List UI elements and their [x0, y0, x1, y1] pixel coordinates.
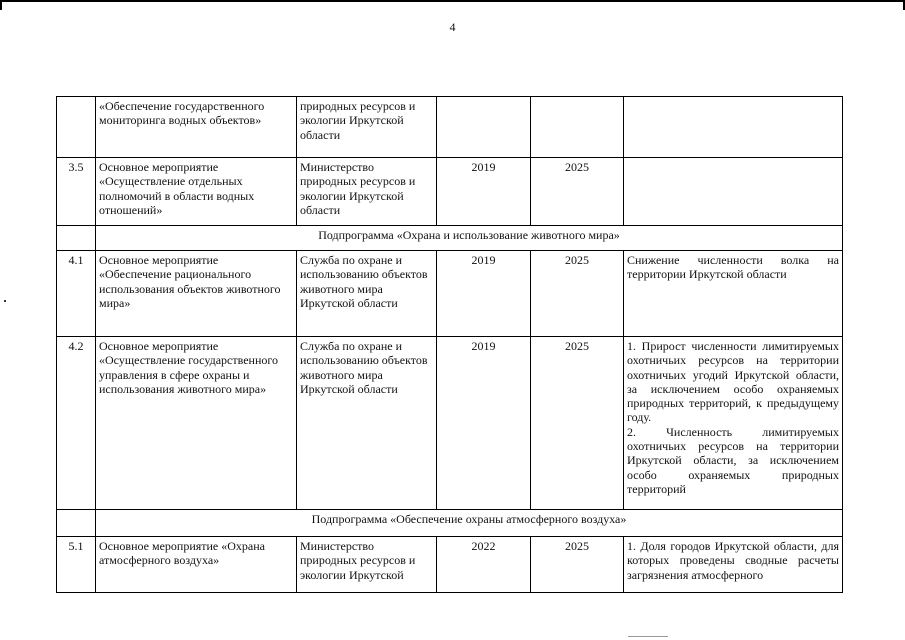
- page-top-border: [0, 0, 905, 2]
- table-row: [57, 537, 843, 593]
- result-item: 1. Прирост численности лимитируемых охотничьих ресурсов на территории охотничьих угодий Иркутской области, за исключением особо охраняемых природных территорий, к предыдущему году.: [627, 339, 839, 425]
- activity-name: Основное мероприятие «Обеспечение рационального использования объектов животного мира»: [96, 251, 297, 337]
- activity-executor: Служба по охране и использованию объектов животного мира Иркутской области: [297, 251, 437, 337]
- page-number: 4: [449, 20, 456, 34]
- expected-result: [624, 251, 843, 337]
- activity-name: Основное мероприятие «Осуществление государственного управления в сфере охраны и использования животного мира»: [96, 337, 297, 510]
- row-number: 4.2: [57, 337, 96, 510]
- activity-name: Основное мероприятие «Охрана атмосферного воздуха»: [96, 537, 297, 593]
- row-number: [57, 97, 96, 158]
- result-item: Снижение численности волка на территории Иркутской области: [627, 253, 839, 282]
- row-number: 4.1: [57, 251, 96, 337]
- page-corner-left: [0, 0, 2, 10]
- end-year: 2025: [531, 251, 624, 337]
- activity-executor: Министерство природных ресурсов и экологии Иркутской области: [297, 158, 437, 226]
- end-year: [531, 97, 624, 158]
- end-year: 2025: [531, 537, 624, 593]
- result-item: 1. Доля городов Иркутской области, для которых проведены сводные расчеты загрязнения атмосферного: [627, 539, 839, 582]
- end-year: 2025: [531, 337, 624, 510]
- start-year: 2019: [437, 158, 531, 226]
- scan-artifact: [628, 636, 668, 637]
- program-activities-table: [56, 96, 843, 593]
- activity-executor: природных ресурсов и экологии Иркутской области: [297, 97, 437, 158]
- row-number: 3.5: [57, 158, 96, 226]
- activity-name: Основное мероприятие «Осуществление отдельных полномочий в области водных отношений»: [96, 158, 297, 226]
- result-item: 2. Численность лимитируемых охотничьих ресурсов на территории Иркутской области, за исключением особо охраняемых природных территорий: [627, 424, 839, 496]
- start-year: 2019: [437, 251, 531, 337]
- subprogram-row: [57, 226, 843, 251]
- expected-result: [624, 337, 843, 510]
- activity-executor: Министерство природных ресурсов и экологии Иркутской: [297, 537, 437, 593]
- start-year: 2019: [437, 337, 531, 510]
- scan-speck: [4, 300, 6, 302]
- activity-executor: Служба по охране и использованию объектов животного мира Иркутской области: [297, 337, 437, 510]
- table-row: [57, 251, 843, 337]
- subprogram-row: [57, 510, 843, 537]
- table-row: [57, 97, 843, 158]
- table-row: [57, 158, 843, 226]
- start-year: 2022: [437, 537, 531, 593]
- end-year: 2025: [531, 158, 624, 226]
- subprogram-title: Подпрограмма «Обеспечение охраны атмосферного воздуха»: [96, 510, 843, 537]
- expected-result: [624, 537, 843, 593]
- subprogram-title: Подпрограмма «Охрана и использование животного мира»: [96, 226, 843, 251]
- expected-result: [624, 97, 843, 158]
- expected-result: [624, 158, 843, 226]
- start-year: [437, 97, 531, 158]
- row-number: 5.1: [57, 537, 96, 593]
- table-row: [57, 337, 843, 510]
- activity-name: «Обеспечение государственного мониторинга водных объектов»: [96, 97, 297, 158]
